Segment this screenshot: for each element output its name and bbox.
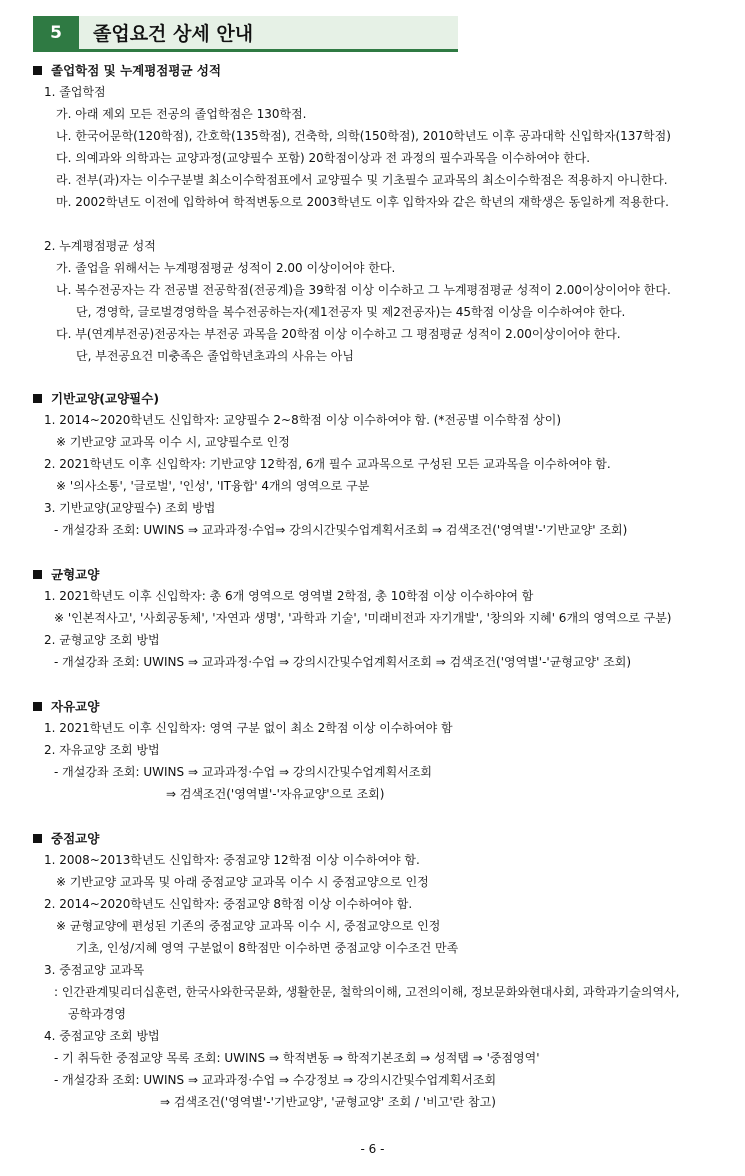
text-line: 1. 2008~2013학년도 신입학자: 중점교양 12학점 이상 이수하여야 함. (44, 853, 420, 867)
text-line: 3. 기반교양(교양필수) 조회 방법 (44, 501, 216, 515)
text-line: ※ '의사소통', '글로벌', '인성', 'IT융합' 4개의 영역으로 구분 (56, 479, 370, 493)
text-line: 1. 2021학년도 이후 신입학자: 영역 구분 없이 최소 2학점 이상 이수하여야 함 (44, 721, 453, 735)
section-heading (33, 566, 99, 583)
text-line: 가. 아래 제외 모든 전공의 졸업학점은 130학점. (56, 107, 307, 121)
text-line: 가. 졸업을 위해서는 누계평점평균 성적이 2.00 이상이어야 한다. (56, 261, 396, 275)
text-line: 라. 전부(과)자는 이수구분별 최소이수학점표에서 교양필수 및 기초필수 교과목의 최소이수학점은 적용하지 아니한다. (56, 173, 668, 187)
square-bullet-icon (33, 570, 42, 579)
text-line: 2. 2014~2020학년도 신입학자: 중점교양 8학점 이상 이수하여야 함. (44, 897, 413, 911)
text-line: ※ '인본적사고', '사회공동체', '자연과 생명', '과학과 기술', '미래비전과 자기개발', '창의와 지혜' 6개의 영역으로 구분) (54, 611, 672, 625)
text-line: ※ 기반교양 교과목 및 아래 중점교양 교과목 이수 시 중점교양으로 인정 (56, 875, 429, 889)
section-heading-text: 기반교양(교양필수) (51, 391, 160, 406)
section-heading-text: 졸업학점 및 누계평점평균 성적 (51, 63, 222, 78)
section-heading (33, 62, 221, 79)
text-line: ※ 균형교양에 편성된 기존의 중점교양 교과목 이수 시, 중점교양으로 인정 (56, 919, 441, 933)
text-line: - 개설강좌 조회: UWINS ⇒ 교과과정·수업⇒ 강의시간및수업계획서조회 ⇒ 검색조건('영역별'-'기반교양' 조회) (54, 523, 628, 537)
text-line: 공학과경영 (68, 1007, 126, 1021)
text-line: 1. 2021학년도 이후 신입학자: 총 6개 영역으로 영역별 2학점, 총 10학점 이상 이수하야여 함 (44, 589, 534, 603)
text-line: 단, 경영학, 글로벌경영학을 복수전공하는자(제1전공자 및 제2전공자)는 45학점 이상을 이수하여야 한다. (76, 305, 626, 319)
section-heading-text: 균형교양 (51, 567, 100, 582)
text-line: 1. 2014~2020학년도 신입학자: 교양필수 2~8학점 이상 이수하여야 함. (*전공별 이수학점 상이) (44, 413, 562, 427)
text-line: 마. 2002학년도 이전에 입학하여 학적변동으로 2003학년도 이후 입학자와 같은 학년의 재학생은 동일하게 적용한다. (56, 195, 669, 209)
page-number: - 6 - (360, 1142, 385, 1156)
text-line: 4. 중점교양 조회 방법 (44, 1029, 160, 1043)
text-line: ⇒ 검색조건('영역별'-'자유교양'으로 조회) (166, 787, 385, 801)
text-line: - 개설강좌 조회: UWINS ⇒ 교과과정·수업 ⇒ 수강정보 ⇒ 강의시간및수업계획서조회 (54, 1073, 497, 1087)
section-header (33, 16, 458, 52)
text-line: 2. 자유교양 조회 방법 (44, 743, 160, 757)
text-line: 2. 2021학년도 이후 신입학자: 기반교양 12학점, 6개 필수 교과목으로 구성된 모든 교과목을 이수하여야 함. (44, 457, 611, 471)
text-line: 1. 졸업학점 (44, 85, 106, 99)
text-line: 다. 의예과와 의학과는 교양과정(교양필수 포함) 20학점이상과 전 과정의 필수과목을 이수하여야 한다. (56, 151, 591, 165)
text-line: 다. 부(연계부전공)전공자는 부전공 과목을 20학점 이상 이수하고 그 평점평균 성적이 2.00이상이어야 한다. (56, 327, 621, 341)
text-line: ⇒ 검색조건('영역별'-'기반교양', '균형교양' 조회 / '비고'란 참고) (160, 1095, 496, 1109)
text-line: 기초, 인성/지혜 영역 구분없이 8학점만 이수하면 중점교양 이수조건 만족 (76, 941, 459, 955)
section-title: 졸업요건 상세 안내 (79, 16, 458, 49)
header-underline (33, 49, 458, 52)
section-heading (33, 830, 99, 847)
text-line: - 기 취득한 중점교양 목록 조회: UWINS ⇒ 학적변동 ⇒ 학적기본조회 ⇒ 성적탭 ⇒ '중점영역' (54, 1051, 540, 1065)
section-heading (33, 698, 99, 715)
section-heading (33, 390, 159, 407)
text-line: 3. 중점교양 교과목 (44, 963, 145, 977)
text-line: 나. 한국어문학(120학점), 간호학(135학점), 건축학, 의학(150학점), 2010학년도 이후 공과대학 신입학자(137학점) (56, 129, 671, 143)
text-line: ※ 기반교양 교과목 이수 시, 교양필수로 인정 (56, 435, 290, 449)
text-line: - 개설강좌 조회: UWINS ⇒ 교과과정·수업 ⇒ 강의시간및수업계획서조회 (54, 765, 432, 779)
text-line: 2. 균형교양 조회 방법 (44, 633, 160, 647)
square-bullet-icon (33, 834, 42, 843)
text-line: 단, 부전공요건 미충족은 졸업학년초과의 사유는 아님 (76, 349, 354, 363)
square-bullet-icon (33, 702, 42, 711)
square-bullet-icon (33, 394, 42, 403)
text-line: 나. 복수전공자는 각 전공별 전공학점(전공계)을 39학점 이상 이수하고 그 누계평점평균 성적이 2.00이상이어야 한다. (56, 283, 671, 297)
square-bullet-icon (33, 66, 42, 75)
text-line: 2. 누계평점평균 성적 (44, 239, 156, 253)
section-number: 5 (33, 16, 79, 49)
section-heading-text: 중점교양 (51, 831, 100, 846)
text-line: - 개설강좌 조회: UWINS ⇒ 교과과정·수업 ⇒ 강의시간및수업계획서조회 ⇒ 검색조건('영역별'-'균형교양' 조회) (54, 655, 632, 669)
text-line: : 인간관계및리더십훈련, 한국사와한국문화, 생활한문, 철학의이해, 고전의이해, 정보문화와현대사회, 과학과기술의역사, (54, 985, 680, 999)
section-heading-text: 자유교양 (51, 699, 100, 714)
